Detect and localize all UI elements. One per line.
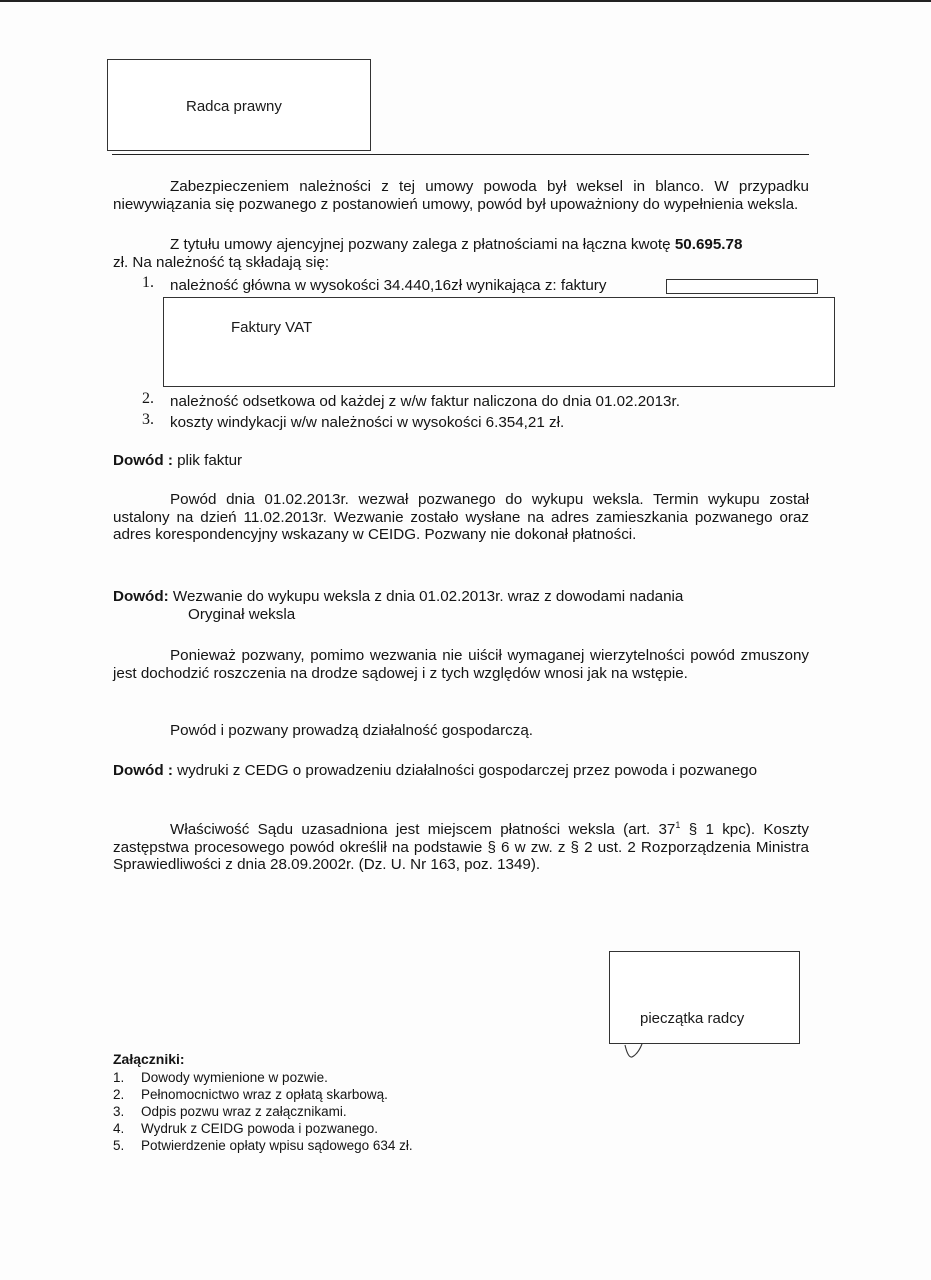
jurisdiction-text-a: Właściwość Sądu uzasadniona jest miejscem płatności weksla (art. 37 [170, 821, 676, 838]
paragraph-summons [113, 491, 809, 544]
attorney-header-box [107, 59, 371, 151]
paragraph-security-text: Zabezpieczeniem należności z tej umowy powoda był weksel in blanco. W przypadku niewywiązania się pozwanego z postanowień umowy, powód był upoważniony do wypełnienia weksla. [113, 178, 809, 213]
attachment-2-number: 2. [113, 1087, 125, 1102]
evidence-text: wydruki z CEDG o prowadzeniu działalności gospodarczej przez powoda i pozwanego [172, 762, 758, 779]
jurisdiction-text-b: § 1 kpc). Koszty zastępstwa procesowego powód określił na podstawie § 6 w zw. z § 2 ust. 2 Rozporządzenia Ministra Sprawiedliwości z dnia 28.09.2002r. (Dz. U. Nr 163, poz. 1349). [113, 821, 809, 873]
evidence-summons-line1 [113, 588, 683, 606]
debt-amount: 50.695.78 [674, 236, 743, 253]
attachment-1-number: 1. [113, 1070, 125, 1085]
attachment-5-number: 5. [113, 1138, 125, 1153]
paragraph-debt-line2: zł. Na należność tą składają się: [113, 254, 330, 271]
attachment-3-text: Odpis pozwu wraz z załącznikami. [141, 1104, 347, 1119]
attachments-title: Załączniki: [113, 1051, 185, 1067]
attachment-4-text: Wydruk z CEIDG powoda i pozwanego. [141, 1121, 378, 1136]
evidence-invoices [113, 452, 242, 470]
paragraph-claim [113, 647, 809, 682]
list-item-1-text: należność główna w wysokości 34.440,16zł wynikająca z: faktury [170, 277, 607, 294]
article-superscript: 1 [675, 819, 681, 830]
evidence-label: Dowód : [113, 452, 173, 469]
list-item-3-text: koszty windykacji w/w należności w wysokości 6.354,21 zł. [170, 414, 565, 431]
invoice-number-redaction [666, 279, 818, 294]
paragraph-claim-text: Ponieważ pozwany, pomimo wezwania nie uiścił wymaganej wierzytelności powód zmuszony jest dochodzić roszczenia na drodze sądowej i z tych względów wnosi jak na wstępie. [113, 647, 809, 682]
paragraph-debt-line1 [170, 236, 742, 254]
attachment-2-text: Pełnomocnictwo wraz z opłatą skarbową. [141, 1087, 388, 1102]
signature-mark [622, 1042, 652, 1062]
page-top-edge [0, 0, 931, 2]
invoices-redaction-label: Faktury VAT [231, 319, 313, 336]
paragraph-summons-text: Powód dnia 01.02.2013r. wezwał pozwanego do wykupu weksla. Termin wykupu został ustalony na dzień 11.02.2013r. Wezwanie zostało wysłane na adres zamieszkania pozwanego oraz adres korespondencyjny wskazany w CEIDG. Pozwany nie dokonał płatności. [113, 491, 809, 543]
list-item-1-number: 1. [142, 274, 154, 291]
list-item-2-number: 2. [142, 390, 154, 407]
paragraph-security [113, 178, 809, 213]
attachment-5-text: Potwierdzenie opłaty wpisu sądowego 634 zł. [141, 1138, 413, 1153]
list-item-2-text: należność odsetkowa od każdej z w/w faktur naliczona do dnia 01.02.2013r. [170, 393, 680, 410]
attachment-4-number: 4. [113, 1121, 125, 1136]
invoices-redaction-box [163, 297, 835, 387]
list-item-3-number: 3. [142, 411, 154, 428]
paragraph-debt-text: Z tytułu umowy ajencyjnej pozwany zalega z płatnościami na łączna kwotę [170, 236, 675, 253]
attorney-header-label: Radca prawny [186, 98, 282, 115]
attorney-stamp-label: pieczątka radcy [640, 1010, 745, 1027]
header-divider [112, 154, 809, 155]
attachment-1-text: Dowody wymienione w pozwie. [141, 1070, 328, 1085]
paragraph-jurisdiction [113, 821, 809, 874]
evidence-label: Dowód: [113, 588, 169, 605]
paragraph-business: Powód i pozwany prowadzą działalność gospodarczą. [170, 722, 534, 739]
evidence-ceidg [113, 762, 809, 780]
attachment-3-number: 3. [113, 1104, 125, 1119]
evidence-text: plik faktur [172, 452, 243, 469]
evidence-label: Dowód : [113, 762, 173, 779]
evidence-summons-line2: Oryginał weksla [188, 606, 296, 623]
attorney-stamp-box [609, 951, 800, 1044]
evidence-text: Wezwanie do wykupu weksla z dnia 01.02.2013r. wraz z dowodami nadania [168, 588, 684, 605]
